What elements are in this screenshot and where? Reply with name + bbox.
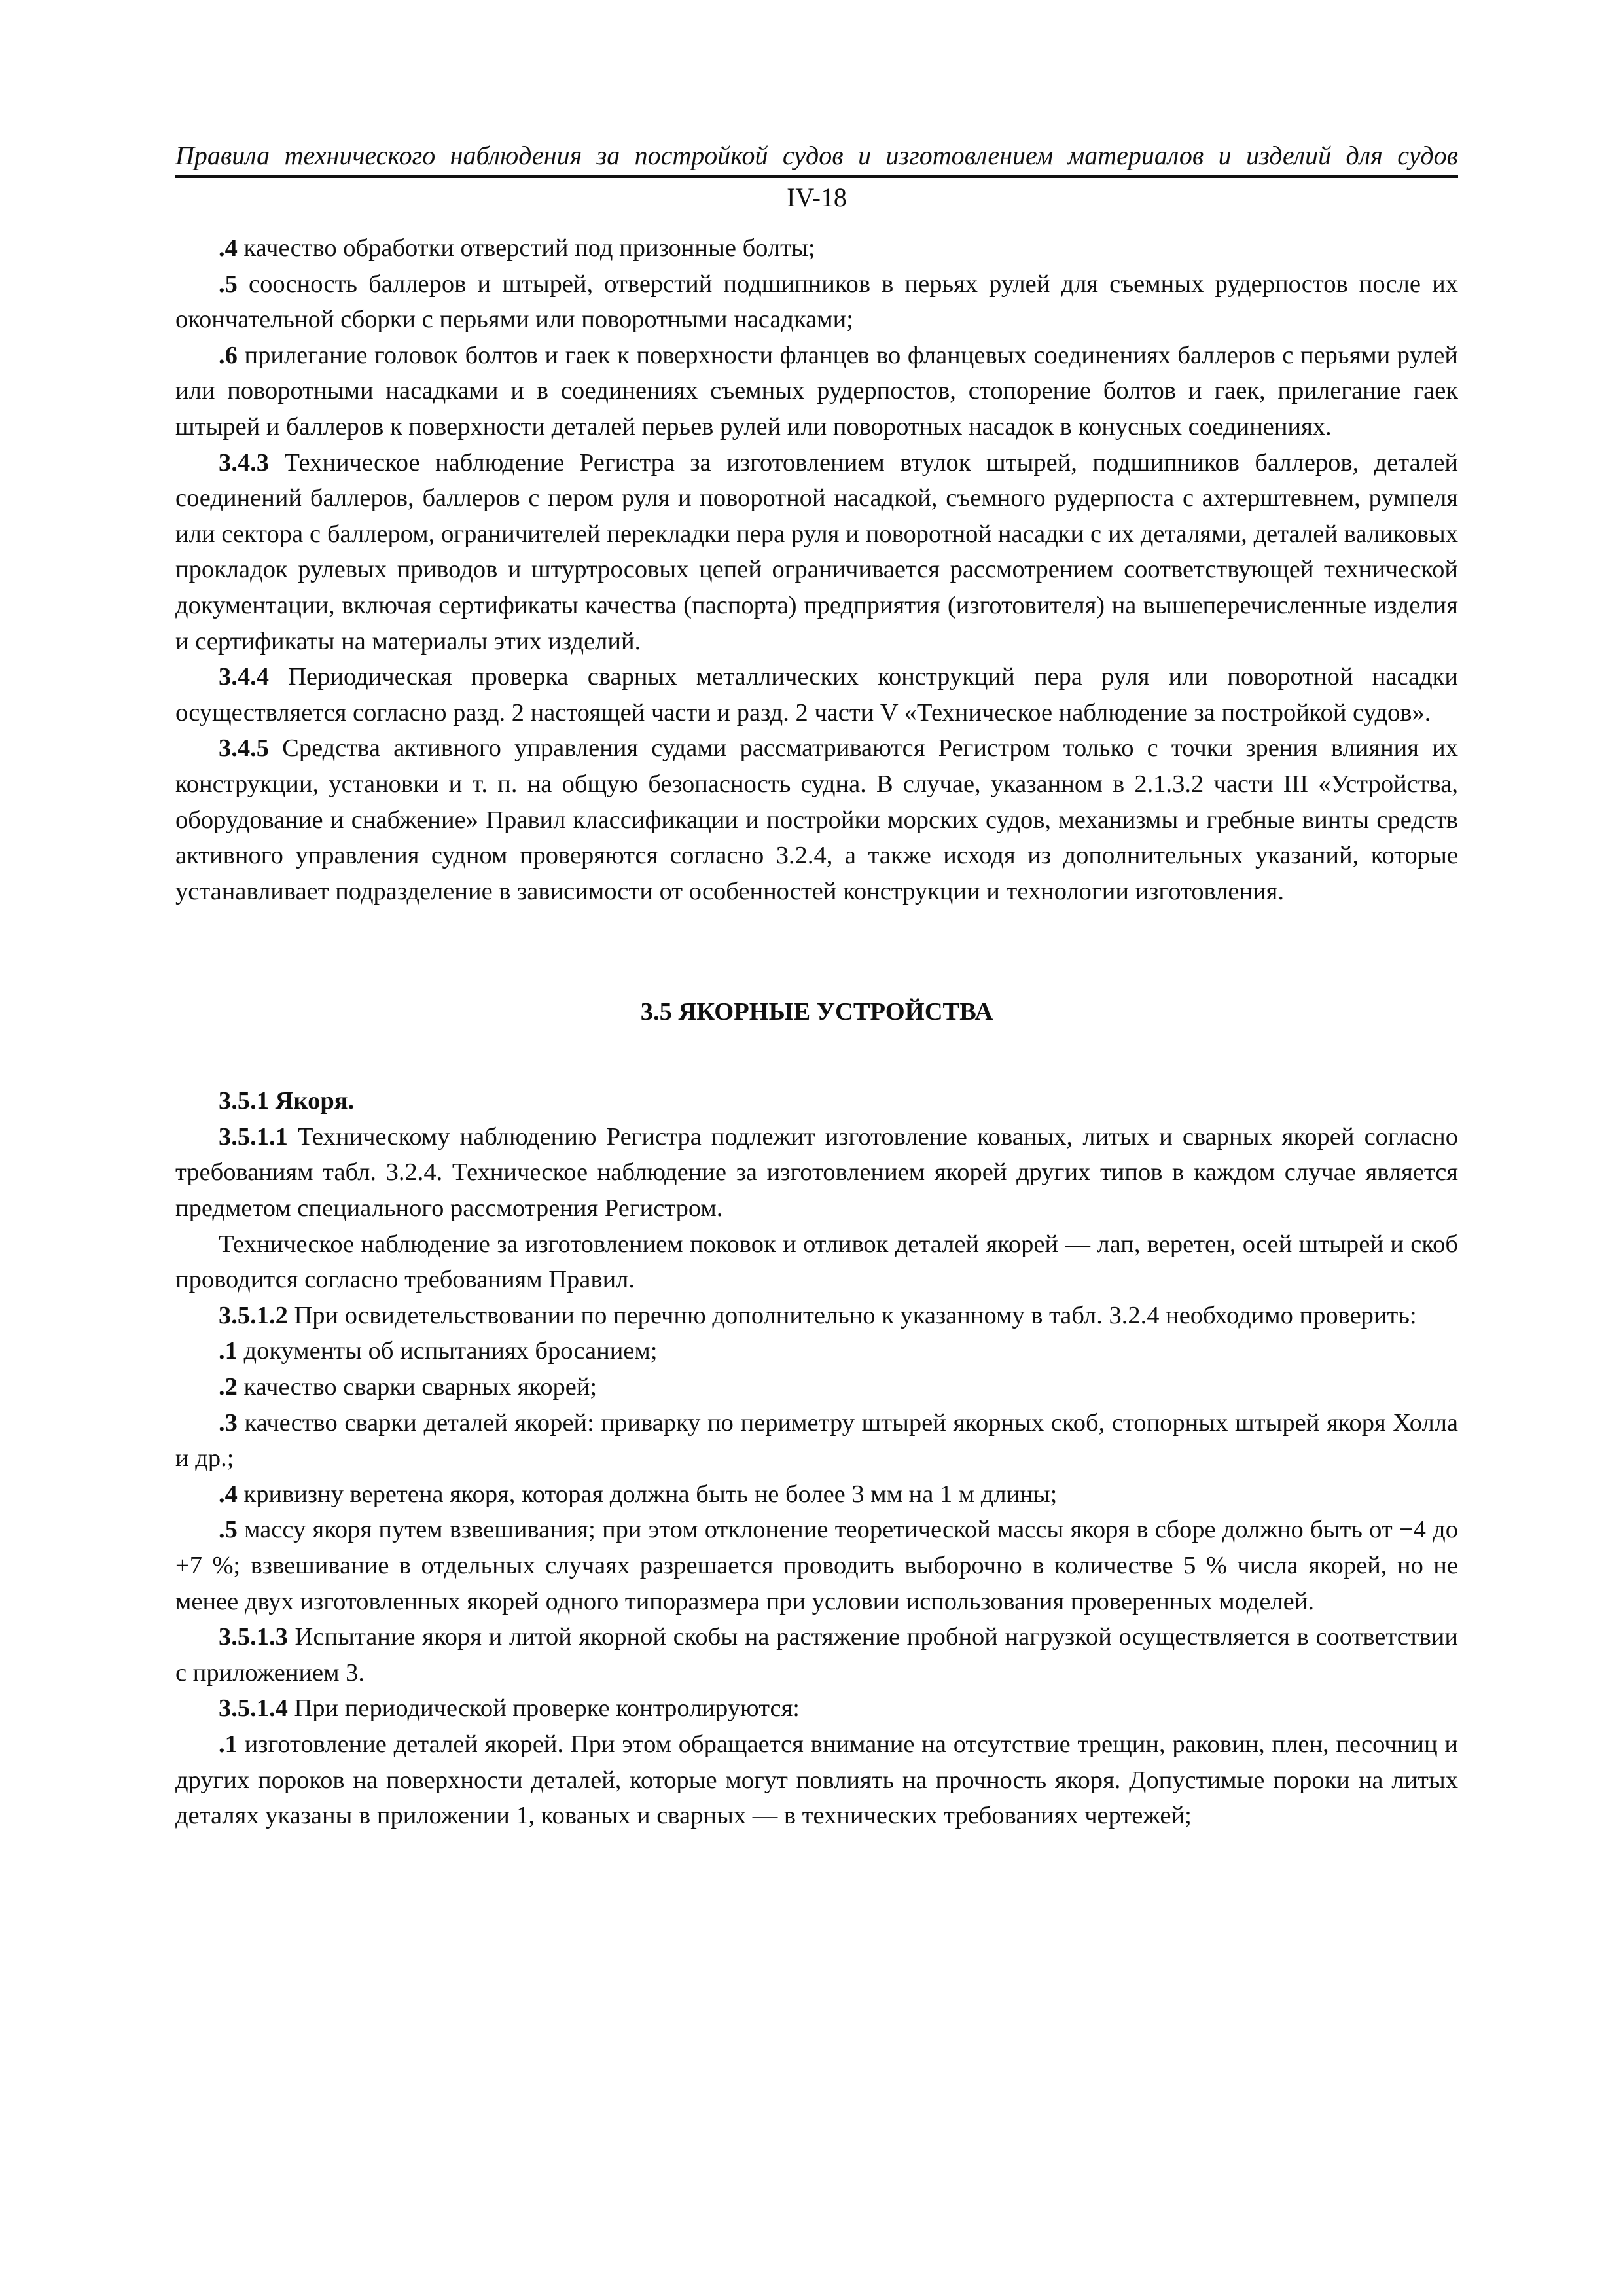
clause-text: При освидетельствовании по перечню дополнительно к указанному в табл. 3.2.4 необходимо проверить: <box>287 1301 1417 1329</box>
clause-number: 3.4.3 <box>219 448 269 476</box>
section-heading: 3.5 ЯКОРНЫЕ УСТРОЙСТВА <box>640 998 993 1026</box>
clause-number: .1 <box>219 1730 238 1758</box>
clause-paragraph <box>175 1119 1458 1227</box>
clause-paragraph <box>175 338 1458 445</box>
clause-text: Периодическая проверка сварных металлических конструкций пера руля или поворотной насадки осуществляется согласно разд. 2 настоящей части и разд. 2 части V «Техническое наблюдение за постройкой судов». <box>175 663 1458 726</box>
clause-number: .2 <box>219 1373 238 1401</box>
clause-number: .6 <box>219 341 238 369</box>
clause-paragraph <box>175 659 1458 730</box>
clause-paragraph <box>175 1405 1458 1477</box>
top-clauses <box>175 230 1458 909</box>
clause-number: .5 <box>219 1516 238 1544</box>
clause-text: При периодической проверке контролируются: <box>287 1695 800 1723</box>
clause-paragraph <box>175 1727 1458 1834</box>
clause-text: качество сварки сварных якорей; <box>237 1373 597 1401</box>
clause-paragraph <box>175 1477 1458 1513</box>
clause-number: .1 <box>219 1337 238 1365</box>
clause-paragraph <box>175 1619 1458 1691</box>
clause-text: Техническое наблюдение Регистра за изготовлением втулок штырей, подшипников баллеров, деталей соединений баллеров, баллеров с пером руля и поворотной насадкой, съемного рудерпоста с ахтерштевнем, румпеля или сектора с баллером, ограничителей перекладки пера руля и поворотной насадки с их деталями, деталей валиковых прокладок рулевых приводов и штуртросовых цепей ограничивается рассмотрением соответствующей технической документации, включая сертификаты качества (паспорта) предприятия (изготовителя) на вышеперечисленные изделия и сертификаты на материалы этих изделий. <box>175 448 1458 655</box>
clause-text: массу якоря путем взвешивания; при этом отклонение теоретической массы якоря в сборе должно быть от −4 до +7 %; взвешивание в отдельных случаях разрешается проводить выборочно в количестве 5 % числа якорей, но не менее двух изготовленных якорей одного типоразмера при условии использования проверенных моделей. <box>175 1516 1458 1615</box>
clause-text: изготовление деталей якорей. При этом обращается внимание на отсутствие трещин, раковин, плен, песочниц и других пороков на поверхности деталей, которые могут повлиять на прочность якоря. Допустимые пороки на литых деталях указаны в приложении 1, кованых и сварных — в технических требованиях чертежей; <box>175 1730 1458 1830</box>
clause-text: Испытание якоря и литой якорной скобы на растяжение пробной нагрузкой осуществляется в соответствии с приложением 3. <box>175 1623 1458 1687</box>
clause-paragraph <box>175 1083 1458 1119</box>
clause-number: 3.4.4 <box>219 663 269 691</box>
clause-paragraph <box>175 730 1458 909</box>
clause-number: .3 <box>219 1408 238 1437</box>
clause-number: .4 <box>219 234 238 262</box>
clause-paragraph <box>175 1512 1458 1619</box>
clause-paragraph <box>175 1369 1458 1405</box>
clause-number: 3.5.1.3 <box>219 1623 288 1651</box>
clause-text: соосность баллеров и штырей, отверстий подшипников в перьях рулей для съемных рудерпостов после их окончательной сборки с перьями или поворотными насадками; <box>175 270 1458 334</box>
clause-paragraph <box>175 445 1458 660</box>
clause-paragraph <box>175 1298 1458 1334</box>
clause-number: 3.5.1.2 <box>219 1301 288 1329</box>
clause-text: качество обработки отверстий под призонные болты; <box>237 234 815 262</box>
clause-paragraph <box>175 1333 1458 1369</box>
document-page <box>175 139 1458 1834</box>
clause-text: Средства активного управления судами рассматриваются Регистром только с точки зрения влияния их конструкции, установки и т. п. на общую безопасность судна. В случае, указанном в 2.1.3.2 части III «Устройства, оборудование и снабжение» Правил классификации и постройки морских судов, механизмы и гребные винты средств активного управления судном проверяются согласно 3.2.4, а также исходя из дополнительных указаний, которые устанавливает подразделение в зависимости от особенностей конструкции и технологии изготовления. <box>175 734 1458 905</box>
section-clauses <box>175 1083 1458 1833</box>
clause-text: прилегание головок болтов и гаек к поверхности фланцев во фланцевых соединениях баллеров с перьями рулей или поворотными насадками и в соединениях съемных рудерпостов, стопорение болтов и гаек, прилегание гаек штырей и баллеров к поверхности деталей перьев рулей или поворотных насадок в конусных соединениях. <box>175 341 1458 440</box>
page-number: IV-18 <box>787 183 847 212</box>
clause-text: документы об испытаниях бросанием; <box>237 1337 658 1365</box>
clause-number: 3.5.1.1 <box>219 1122 288 1151</box>
clause-number: 3.4.5 <box>219 734 269 762</box>
clause-number: .4 <box>219 1480 238 1508</box>
clause-paragraph <box>175 1227 1458 1298</box>
clause-text: Техническому наблюдению Регистра подлежит изготовление кованых, литых и сварных якорей согласно требованиям табл. 3.2.4. Техническое наблюдение за изготовлением якорей других типов в каждом случае является предметом специального рассмотрения Регистром. <box>175 1122 1458 1223</box>
clause-paragraph <box>175 230 1458 266</box>
running-title: Правила технического наблюдения за постройкой судов и изготовлением материалов и изделий для судов <box>175 139 1458 178</box>
clause-number: .5 <box>219 270 238 298</box>
clause-number: 3.5.1.4 <box>219 1695 288 1723</box>
clause-text: кривизну веретена якоря, которая должна быть не более 3 мм на 1 м длины; <box>237 1480 1058 1508</box>
clause-number: 3.5.1 Якоря. <box>219 1087 355 1115</box>
clause-text: Техническое наблюдение за изготовлением поковок и отливок деталей якорей — лап, веретен, осей штырей и скоб проводится согласно требованиям Правил. <box>175 1230 1458 1294</box>
clause-text: качество сварки деталей якорей: приварку по периметру штырей якорных скоб, стопорных штырей якоря Холла и др.; <box>175 1408 1458 1473</box>
clause-paragraph <box>175 266 1458 338</box>
clause-paragraph <box>175 1691 1458 1727</box>
